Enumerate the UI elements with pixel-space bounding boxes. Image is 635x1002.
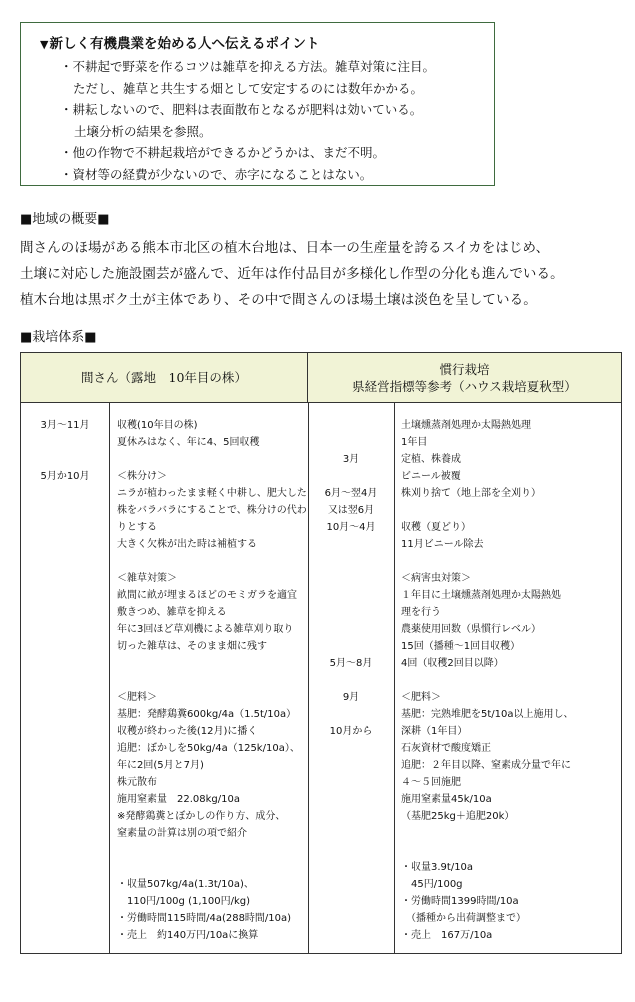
detail-line: ＜肥料＞: [401, 692, 441, 703]
tip-line: ただし、雑草と共生する畑として安定するのには数年かかる。: [73, 80, 424, 96]
detail-line: 収穫が終わった後(12月)に播く: [117, 726, 258, 737]
detail-line: 施用窒素量 22.08kg/10a: [117, 794, 240, 805]
detail-line: 15回（播種～1回目収穫）: [401, 641, 521, 652]
detail-line: ・売上 167万/10a: [401, 930, 493, 941]
right-details-column: [401, 417, 574, 944]
column-divider: [109, 403, 110, 953]
detail-line: 窒素量の計算は別の項で紹介: [117, 828, 247, 839]
detail-line: [117, 553, 307, 570]
date-cell: [308, 672, 394, 689]
date-cell: 10月から: [329, 726, 373, 737]
detail-line: ＜株分け＞: [117, 471, 167, 482]
detail-line: ・収量3.9t/10a: [401, 862, 474, 873]
detail-line: （基肥25kg＋追肥20k）: [401, 811, 515, 822]
detail-line: [117, 842, 307, 859]
detail-line: ＜病害虫対策＞: [401, 573, 471, 584]
overview-heading: ■地域の概要■: [20, 212, 110, 227]
detail-line: [117, 451, 307, 468]
detail-line: 45円/100g: [401, 879, 463, 890]
detail-line: ＜雑草対策＞: [117, 573, 177, 584]
tip-line: ・不耕起で野菜を作るコツは雑草を抑える方法。雑草対策に注目。: [60, 59, 436, 74]
detail-line: 追肥：ぼかしを50kg/4a（125k/10a）、: [117, 743, 300, 754]
table-header-left: [21, 353, 308, 403]
detail-line: ＜肥料＞: [117, 692, 157, 703]
detail-line: 株をバラバラにすることで、株分けの代わ: [117, 505, 307, 516]
tip-line: 土壌分析の結果を参照。: [74, 123, 212, 139]
date-cell: [308, 604, 394, 621]
detail-line: ビニール被覆: [401, 471, 461, 482]
left-details-column: [117, 417, 307, 944]
detail-line: [401, 825, 574, 842]
date-cell: [308, 621, 394, 638]
date-cell: 5月か10月: [40, 471, 90, 482]
detail-line: 1年目: [401, 437, 428, 448]
detail-line: ・労働時間1399時間/10a: [401, 896, 519, 907]
right-header-line1: 慣行栽培: [439, 361, 490, 377]
tips-title-text: 新しく有機農業を始める人へ伝えるポイント: [49, 36, 320, 52]
detail-line: 収穫(10年目の株): [117, 420, 198, 431]
detail-line: 大きく欠株が出た時は補植する: [117, 539, 257, 550]
detail-line: ・売上 約140万円/10aに換算: [117, 930, 259, 941]
date-cell: [308, 468, 394, 485]
detail-line: [117, 655, 307, 672]
date-cell: 3月: [342, 454, 360, 465]
detail-line: [401, 842, 574, 859]
date-cell: [21, 451, 109, 468]
table-header-right: [308, 353, 621, 403]
detail-line: 切った雑草は、そのまま畑に残す: [117, 641, 267, 652]
cultivation-heading: ■栽培体系■: [20, 330, 97, 345]
detail-line: 畝間に畝が埋まるほどのモミガラを適宜: [117, 590, 297, 601]
left-dates-column: [21, 417, 109, 485]
detail-line: 追肥：２年目以降、窒素成分量で年に: [401, 760, 571, 771]
date-cell: [308, 587, 394, 604]
detail-line: 年に2回(5月と7月): [117, 760, 204, 771]
date-cell: 6月～翌4月: [324, 488, 378, 499]
date-cell: 又は翌6月: [327, 505, 375, 516]
date-cell: [21, 434, 109, 451]
detail-line: りとする: [117, 522, 157, 533]
date-cell: [308, 706, 394, 723]
detail-line: ・収量507kg/4a(1.3t/10a)、: [117, 879, 254, 890]
detail-line: 基肥：完熟堆肥を5t/10a以上施用し、: [401, 709, 574, 720]
detail-line: 土壌燻蒸剤処理か太陽熱処理: [401, 420, 531, 431]
detail-line: [401, 502, 574, 519]
detail-line: 夏休みはなく、年に4、5回収穫: [117, 437, 260, 448]
detail-line: ・労働時間115時間/4a(288時間/10a): [117, 913, 292, 924]
detail-line: 収穫（夏どり）: [401, 522, 471, 533]
date-cell: [308, 570, 394, 587]
left-header-text: 間さん（露地 10年目の株）: [81, 370, 247, 385]
tip-line: ・資材等の経費が少ないので、赤字になることはない。: [60, 166, 373, 182]
detail-line: 4回（収穫2回目以降）: [401, 658, 504, 669]
triangle-down-icon: ▼: [40, 38, 49, 51]
date-cell: 9月: [342, 692, 360, 703]
tip-line: ・他の作物で不耕起栽培ができるかどうかは、まだ不明。: [60, 145, 386, 160]
date-cell: [308, 434, 394, 451]
overview-line: 植木台地は黒ボク土が主体であり、その中で間さんのほ場土壌は淡色を呈している。: [20, 292, 537, 308]
date-cell: [308, 536, 394, 553]
date-cell: 3月～11月: [40, 420, 90, 431]
detail-line: 定植、株養成: [401, 454, 461, 465]
detail-line: 株元散布: [117, 777, 157, 788]
overview-line: 間さんのほ場がある熊本市北区の植木台地は、日本一の生産量を誇るスイカをはじめ、: [20, 240, 550, 256]
date-cell: [308, 417, 394, 434]
detail-line: ニラが植わったまま軽く中耕し、肥大した: [117, 488, 307, 499]
right-header-line2: 県経営指標等参考（ハウス栽培夏秋型）: [352, 378, 577, 394]
detail-line: [117, 859, 307, 876]
detail-line: 110円/100g (1,100円/kg): [117, 896, 251, 907]
detail-line: [401, 672, 574, 689]
detail-line: [401, 553, 574, 570]
date-cell: 5月～8月: [329, 658, 373, 669]
detail-line: 年に3回ほど草刈機による雑草刈り取り: [117, 624, 294, 635]
detail-line: [117, 672, 307, 689]
column-divider: [394, 403, 395, 953]
date-cell: [308, 553, 394, 570]
cultivation-table: [20, 352, 622, 954]
detail-line: 11月ビニール除去: [401, 539, 484, 550]
detail-line: 基肥：発酵鶏糞600kg/4a（1.5t/10a）: [117, 709, 297, 720]
detail-line: ※発酵鶏糞とぼかしの作り方、成分、: [117, 811, 286, 822]
detail-line: 石灰資材で酸度矯正: [401, 743, 491, 754]
date-cell: 10月～4月: [326, 522, 376, 533]
detail-line: （播種から出荷調整まで）: [401, 913, 526, 924]
overview-text: [20, 235, 620, 313]
detail-line: 農薬使用回数（県慣行レベル）: [401, 624, 541, 635]
detail-line: 敷きつめ、雑草を抑える: [117, 607, 227, 618]
tips-box: [20, 22, 495, 186]
detail-line: 深耕（1年目）: [401, 726, 468, 737]
tip-line: ・耕耘しないので、肥料は表面散布となるが肥料は効いている。: [60, 102, 423, 117]
detail-line: １年目に土壌燻蒸剤処理か太陽熱処: [401, 590, 561, 601]
overview-line: 土壌に対応した施設園芸が盛んで、近年は作付品目が多様化し作型の分化も進んでいる。: [20, 266, 564, 282]
tips-title: [40, 33, 494, 56]
detail-line: 株刈り捨て（地上部を全刈り）: [401, 488, 541, 499]
detail-line: ４～５回施肥: [401, 777, 461, 788]
detail-line: 理を行う: [401, 607, 441, 618]
right-dates-column: [308, 417, 394, 740]
date-cell: [308, 638, 394, 655]
detail-line: 施用窒素量45k/10a: [401, 794, 492, 805]
